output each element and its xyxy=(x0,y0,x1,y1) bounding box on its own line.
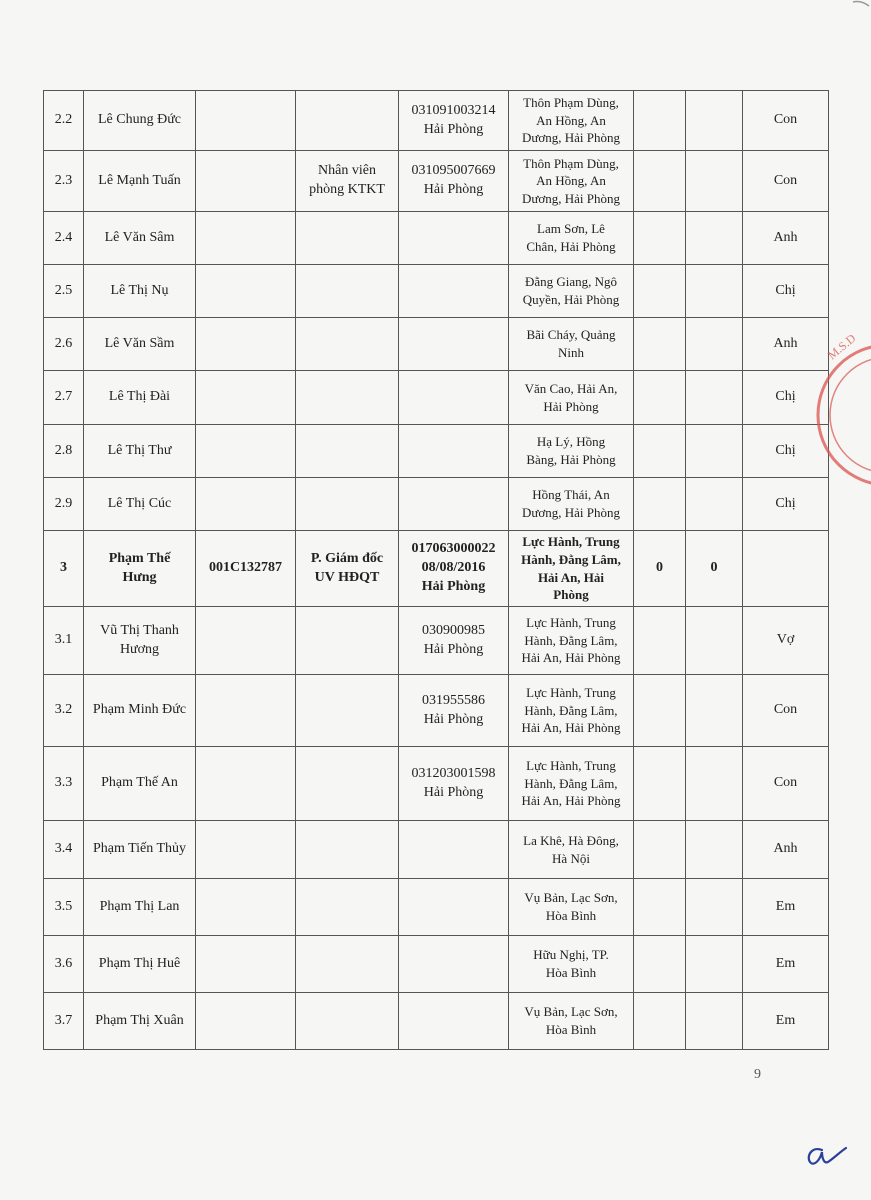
name-cell-line: Lê Văn Sâm xyxy=(104,229,175,245)
id-cell-line: 030900985 xyxy=(422,622,485,638)
name-cell-line: Lê Mạnh Tuấn xyxy=(98,172,181,188)
quantity-cell xyxy=(634,151,686,212)
id-cell xyxy=(399,91,509,151)
code-cell xyxy=(196,212,296,265)
position-cell xyxy=(296,993,399,1050)
id-cell-line: 031955586 xyxy=(422,692,485,708)
id-cell-line: Hải Phòng xyxy=(423,641,484,657)
id-cell xyxy=(399,936,509,993)
quantity-cell xyxy=(634,425,686,478)
ratio-cell xyxy=(686,318,743,371)
table-row xyxy=(44,371,829,425)
position-cell xyxy=(296,936,399,993)
table-row xyxy=(44,318,829,371)
position-cell xyxy=(296,265,399,318)
quantity-cell xyxy=(634,265,686,318)
position-cell xyxy=(296,371,399,425)
address-cell-line: Hải An, Hải xyxy=(537,569,605,585)
address-cell xyxy=(509,318,634,371)
address-cell xyxy=(509,425,634,478)
id-cell xyxy=(399,531,509,607)
stt-cell xyxy=(44,531,84,607)
code-cell xyxy=(196,478,296,531)
id-cell-line: Hải Phòng xyxy=(423,182,484,197)
code-cell xyxy=(196,993,296,1050)
name-cell-line: Phạm Thế An xyxy=(101,775,178,791)
stt-cell-text: 2.5 xyxy=(54,282,73,298)
address-cell-line: Hải Phòng xyxy=(543,398,599,414)
id-cell-line: 08/08/2016 xyxy=(421,560,486,576)
position-cell xyxy=(296,821,399,879)
ratio-cell xyxy=(686,371,743,425)
address-cell-line: Hành, Đằng Lâm, xyxy=(524,775,618,791)
position-cell xyxy=(296,478,399,531)
quantity-cell xyxy=(634,371,686,425)
quantity-cell xyxy=(634,531,686,607)
code-cell xyxy=(196,371,296,425)
table-body xyxy=(44,91,829,1050)
position-cell xyxy=(296,151,399,212)
name-cell-line: Hưng xyxy=(122,569,157,585)
stt-cell xyxy=(44,993,84,1050)
quantity-cell xyxy=(634,747,686,821)
address-cell-line: Hà Nội xyxy=(552,850,590,866)
table-row xyxy=(44,478,829,531)
relation-cell-text: Chị xyxy=(775,495,796,511)
relation-cell xyxy=(743,879,829,936)
position-cell xyxy=(296,879,399,936)
relation-cell-text: Con xyxy=(773,702,798,718)
stt-cell xyxy=(44,425,84,478)
position-cell xyxy=(296,425,399,478)
relation-cell xyxy=(743,212,829,265)
quantity-cell xyxy=(634,318,686,371)
address-cell-line: Ninh xyxy=(558,345,584,360)
quantity-cell xyxy=(634,936,686,993)
ratio-cell xyxy=(686,675,743,747)
address-cell xyxy=(509,91,634,151)
id-cell-line: Hải Phòng xyxy=(423,121,484,137)
id-cell xyxy=(399,371,509,425)
stt-cell-text: 3.1 xyxy=(54,632,73,648)
id-cell-line: 017063000022 xyxy=(411,541,496,557)
address-cell xyxy=(509,265,634,318)
address-cell-line: Vụ Bản, Lạc Sơn, xyxy=(524,1004,618,1020)
stt-cell xyxy=(44,318,84,371)
stamp-text: M.S.D xyxy=(824,330,859,363)
code-cell-text: 001C132787 xyxy=(208,560,283,576)
address-cell-line: Hữu Nghị, TP. xyxy=(533,947,609,963)
id-cell-line: Hải Phòng xyxy=(423,784,484,800)
stt-cell-text: 3.4 xyxy=(54,841,73,857)
id-cell-line: 031091003214 xyxy=(411,102,496,118)
stt-cell-text: 3.6 xyxy=(54,955,73,971)
address-cell-line: Đằng Giang, Ngô xyxy=(524,274,618,290)
address-cell-line: Lực Hành, Trung xyxy=(526,685,616,701)
name-cell xyxy=(84,212,196,265)
relation-cell-text: Con xyxy=(773,172,798,188)
code-cell xyxy=(196,936,296,993)
address-cell-line: La Khê, Hà Đông, xyxy=(523,832,619,848)
stt-cell xyxy=(44,936,84,993)
address-cell-line: Hành, Đằng Lâm, xyxy=(524,632,618,648)
address-cell-line: Thôn Phạm Dùng, xyxy=(523,155,619,171)
stt-cell xyxy=(44,747,84,821)
table-row xyxy=(44,91,829,151)
name-cell-line: Phạm Thị Lan xyxy=(99,898,180,914)
address-cell-line: An Hồng, An xyxy=(536,173,606,189)
address-cell-line: Hòa Bình xyxy=(545,965,597,980)
name-cell-line: Lê Thị Đài xyxy=(108,389,171,405)
id-cell xyxy=(399,879,509,936)
id-cell xyxy=(399,212,509,265)
stt-cell-text: 2.3 xyxy=(54,172,73,188)
relation-cell-text: Chị xyxy=(775,282,796,298)
id-cell xyxy=(399,747,509,821)
address-cell-line: Dương, Hải Phòng xyxy=(521,190,621,206)
address-cell-line: Hành, Đằng Lâm, xyxy=(521,551,621,567)
ratio-cell xyxy=(686,91,743,151)
quantity-cell xyxy=(634,607,686,675)
table-row xyxy=(44,531,829,607)
address-cell-line: Hòa Bình xyxy=(545,1022,597,1037)
ratio-cell xyxy=(686,151,743,212)
address-cell xyxy=(509,936,634,993)
name-cell xyxy=(84,607,196,675)
table-row xyxy=(44,675,829,747)
id-cell-line: 031203001598 xyxy=(411,765,496,781)
address-cell xyxy=(509,371,634,425)
relation-cell-text: Em xyxy=(775,1012,796,1028)
name-cell xyxy=(84,675,196,747)
table-row xyxy=(44,151,829,212)
address-cell xyxy=(509,478,634,531)
stt-cell xyxy=(44,212,84,265)
stt-cell-text: 2.8 xyxy=(54,442,73,458)
name-cell xyxy=(84,478,196,531)
name-cell xyxy=(84,425,196,478)
relation-cell xyxy=(743,151,829,212)
id-cell xyxy=(399,318,509,371)
table-row xyxy=(44,993,829,1050)
page-number: 9 xyxy=(754,1067,761,1082)
stt-cell-text: 2.2 xyxy=(54,112,73,128)
shareholder-relations-table xyxy=(43,90,829,1050)
name-cell-line: Lê Thị Cúc xyxy=(107,495,172,511)
address-cell xyxy=(509,212,634,265)
red-seal-stamp xyxy=(810,320,871,510)
table-row xyxy=(44,747,829,821)
ratio-cell xyxy=(686,879,743,936)
address-cell-line: Hải An, Hải Phòng xyxy=(521,720,621,736)
code-cell xyxy=(196,265,296,318)
table-row xyxy=(44,265,829,318)
address-cell-line: Bãi Cháy, Quảng xyxy=(526,327,616,343)
stt-cell xyxy=(44,821,84,879)
address-cell-line: Dương, Hải Phòng xyxy=(521,130,621,146)
name-cell xyxy=(84,936,196,993)
code-cell xyxy=(196,675,296,747)
relation-cell-text: Chị xyxy=(775,389,796,405)
id-cell xyxy=(399,151,509,212)
name-cell-line: Lê Thị Nụ xyxy=(110,282,169,298)
name-cell xyxy=(84,821,196,879)
relation-cell-text: Anh xyxy=(773,841,798,857)
stt-cell xyxy=(44,151,84,212)
position-cell-line: phòng KTKT xyxy=(309,182,385,197)
position-cell xyxy=(296,212,399,265)
stt-cell-text: 3 xyxy=(60,560,67,576)
code-cell xyxy=(196,821,296,879)
signature-mark xyxy=(800,1140,850,1170)
name-cell-line: Vũ Thị Thanh xyxy=(100,622,179,638)
relation-cell xyxy=(743,675,829,747)
address-cell-line: Hạ Lý, Hồng xyxy=(536,434,606,450)
address-cell-line: Dương, Hải Phòng xyxy=(521,505,621,520)
position-cell xyxy=(296,318,399,371)
stt-cell-text: 3.2 xyxy=(54,702,73,718)
relation-cell-text: Chị xyxy=(775,442,796,458)
position-cell xyxy=(296,675,399,747)
code-cell xyxy=(196,91,296,151)
id-cell xyxy=(399,675,509,747)
id-cell xyxy=(399,607,509,675)
ratio-cell xyxy=(686,993,743,1050)
relation-cell xyxy=(743,607,829,675)
stt-cell-text: 3.7 xyxy=(54,1012,73,1028)
position-cell xyxy=(296,531,399,607)
relation-cell-text: Con xyxy=(773,775,798,791)
address-cell-line: Hòa Bình xyxy=(545,908,597,923)
address-cell xyxy=(509,675,634,747)
relation-cell xyxy=(743,91,829,151)
code-cell xyxy=(196,607,296,675)
code-cell xyxy=(196,151,296,212)
stt-cell xyxy=(44,478,84,531)
address-cell xyxy=(509,821,634,879)
stt-cell xyxy=(44,265,84,318)
position-cell-line: UV HĐQT xyxy=(314,569,380,585)
name-cell-line: Lê Chung Đức xyxy=(97,112,181,128)
ratio-cell xyxy=(686,936,743,993)
relation-cell-text: Em xyxy=(775,955,796,971)
address-cell-line: Hải An, Hải Phòng xyxy=(521,793,621,809)
id-cell xyxy=(399,478,509,531)
name-cell xyxy=(84,747,196,821)
stt-cell-text: 2.7 xyxy=(54,389,73,405)
position-cell xyxy=(296,91,399,151)
name-cell-line: Phạm Thị Huê xyxy=(98,955,181,971)
name-cell-line: Phạm Thế xyxy=(108,550,171,566)
name-cell xyxy=(84,265,196,318)
id-cell xyxy=(399,993,509,1050)
name-cell xyxy=(84,151,196,212)
name-cell xyxy=(84,371,196,425)
id-cell xyxy=(399,265,509,318)
stt-cell-text: 3.5 xyxy=(54,898,73,914)
address-cell xyxy=(509,151,634,212)
address-cell xyxy=(509,993,634,1050)
address-cell-line: Hồng Thái, An xyxy=(532,487,610,503)
quantity-cell xyxy=(634,212,686,265)
code-cell xyxy=(196,531,296,607)
table-row xyxy=(44,821,829,879)
quantity-cell xyxy=(634,821,686,879)
address-cell-line: Lực Hành, Trung xyxy=(526,758,616,774)
relation-cell-text: Vợ xyxy=(776,632,795,648)
address-cell-line: Bàng, Hải Phòng xyxy=(526,452,616,467)
ratio-cell xyxy=(686,265,743,318)
id-cell xyxy=(399,821,509,879)
name-cell-line: Phạm Tiến Thủy xyxy=(92,841,187,857)
stt-cell-text: 3.3 xyxy=(54,775,73,791)
address-cell-line: Quyền, Hải Phòng xyxy=(522,292,620,307)
address-cell xyxy=(509,607,634,675)
ratio-cell xyxy=(686,531,743,607)
id-cell-line: Hải Phòng xyxy=(421,578,486,594)
relation-cell-text: Anh xyxy=(773,229,798,245)
quantity-cell xyxy=(634,478,686,531)
address-cell-line: Lực Hành, Trung xyxy=(522,534,620,550)
code-cell xyxy=(196,879,296,936)
ratio-cell xyxy=(686,607,743,675)
address-cell-line: Lam Sơn, Lê xyxy=(537,221,605,237)
address-cell xyxy=(509,879,634,936)
table-row xyxy=(44,607,829,675)
stt-cell-text: 2.9 xyxy=(54,495,73,511)
address-cell-line: Phòng xyxy=(553,587,589,603)
ratio-cell xyxy=(686,425,743,478)
stt-cell-text: 2.4 xyxy=(54,229,73,245)
address-cell-line: Văn Cao, Hải An, xyxy=(524,380,618,396)
address-cell-line: Hải An, Hải Phòng xyxy=(521,650,621,666)
name-cell-line: Phạm Thị Xuân xyxy=(95,1012,184,1028)
position-cell xyxy=(296,747,399,821)
relation-cell-text: Em xyxy=(775,898,796,914)
ratio-cell xyxy=(686,821,743,879)
address-cell-line: Thôn Phạm Dùng, xyxy=(523,95,619,111)
quantity-cell xyxy=(634,675,686,747)
name-cell-line: Phạm Minh Đức xyxy=(92,702,187,718)
relation-cell-text: Anh xyxy=(773,335,798,351)
id-cell xyxy=(399,425,509,478)
relation-cell xyxy=(743,821,829,879)
quantity-cell xyxy=(634,91,686,151)
position-cell xyxy=(296,607,399,675)
position-cell-line: P. Giám đốc xyxy=(310,550,384,566)
stt-cell xyxy=(44,91,84,151)
relation-cell xyxy=(743,936,829,993)
code-cell xyxy=(196,318,296,371)
relation-cell xyxy=(743,747,829,821)
code-cell xyxy=(196,747,296,821)
address-cell-line: An Hồng, An xyxy=(536,112,606,128)
page-corner-mark xyxy=(851,0,871,12)
name-cell xyxy=(84,879,196,936)
table-row xyxy=(44,936,829,993)
ratio-cell xyxy=(686,478,743,531)
address-cell-line: Chân, Hải Phòng xyxy=(526,239,616,254)
address-cell-line: Hành, Đằng Lâm, xyxy=(524,702,618,718)
name-cell xyxy=(84,91,196,151)
table-row xyxy=(44,879,829,936)
stt-cell xyxy=(44,675,84,747)
address-cell-line: Vụ Bản, Lạc Sơn, xyxy=(524,890,618,906)
table-row xyxy=(44,425,829,478)
address-cell-line: Lực Hành, Trung xyxy=(526,615,616,631)
relation-cell xyxy=(743,265,829,318)
address-cell xyxy=(509,531,634,607)
stt-cell xyxy=(44,607,84,675)
name-cell xyxy=(84,318,196,371)
stt-cell xyxy=(44,371,84,425)
relation-cell xyxy=(743,531,829,607)
name-cell xyxy=(84,993,196,1050)
id-cell-line: 031095007669 xyxy=(411,163,496,179)
quantity-cell-text: 0 xyxy=(656,560,663,576)
ratio-cell-text: 0 xyxy=(710,560,718,576)
quantity-cell xyxy=(634,993,686,1050)
address-cell xyxy=(509,747,634,821)
position-cell-line: Nhân viên xyxy=(318,163,376,179)
stt-cell-text: 2.6 xyxy=(54,335,73,351)
relation-cell-text: Con xyxy=(773,112,798,128)
name-cell-line: Lê Văn Sầm xyxy=(104,335,175,351)
name-cell-line: Hương xyxy=(119,641,160,657)
name-cell-line: Lê Thị Thư xyxy=(107,442,172,458)
id-cell-line: Hải Phòng xyxy=(423,711,484,727)
quantity-cell xyxy=(634,879,686,936)
relation-cell xyxy=(743,993,829,1050)
ratio-cell xyxy=(686,212,743,265)
stt-cell xyxy=(44,879,84,936)
name-cell xyxy=(84,531,196,607)
table-row xyxy=(44,212,829,265)
code-cell xyxy=(196,425,296,478)
ratio-cell xyxy=(686,747,743,821)
